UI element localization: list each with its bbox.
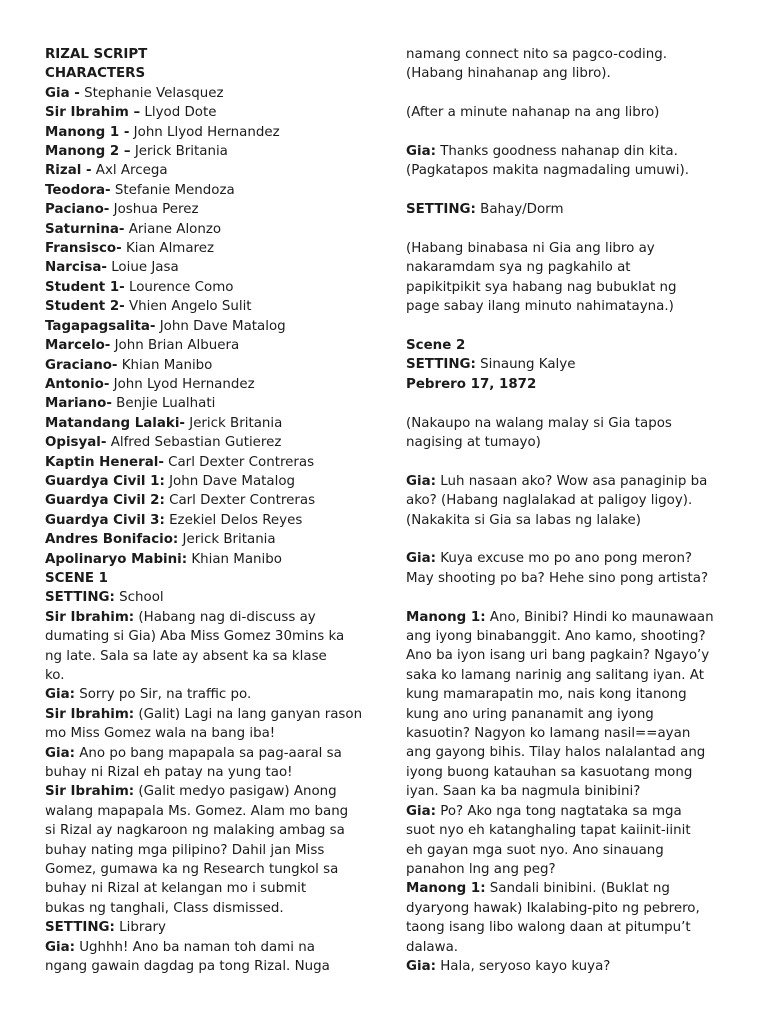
line-text: Vhien Angelo Sulit xyxy=(124,299,252,315)
speaker-label: Paciano- xyxy=(45,202,110,218)
line-text: nagising at tumayo) xyxy=(406,435,541,451)
line-text: Carl Dexter Contreras xyxy=(163,454,315,470)
line-text: Kuya excuse mo po ano pong meron? xyxy=(435,551,693,567)
line-text: kung ano uring pananamit ang iyong xyxy=(406,706,654,722)
right-column xyxy=(406,45,736,976)
script-line xyxy=(45,103,370,122)
line-text: John Llyod Hernandez xyxy=(129,124,280,140)
script-line xyxy=(406,103,736,122)
speaker-label: Tagapagsalita- xyxy=(45,318,156,334)
script-line xyxy=(45,957,370,976)
line-text: Loiue Jasa xyxy=(106,260,179,276)
speaker-label: Gia: xyxy=(406,144,436,159)
script-line xyxy=(406,549,736,568)
line-text: John Lyod Hernandez xyxy=(109,376,255,392)
line-text: Ano po bang mapapala sa pag-aaral sa xyxy=(74,745,342,761)
line-text: buhay ni Rizal eh patay na yung tao! xyxy=(45,765,293,781)
script-line xyxy=(45,297,370,316)
script-line xyxy=(45,841,370,860)
line-text: eh gayan mga suot nyo. Ano sinauang xyxy=(406,842,664,858)
script-line xyxy=(406,705,736,724)
speaker-label: Student 1- xyxy=(45,279,125,295)
script-line xyxy=(406,899,736,918)
line-text: dalawa. xyxy=(406,939,459,955)
line-text: Benjie Lualhati xyxy=(111,396,216,412)
script-line xyxy=(45,685,370,704)
line-text: Luh nasaan ako? Wow asa panaginip ba xyxy=(435,473,708,489)
speaker-label: Mariano- xyxy=(45,396,112,412)
script-line xyxy=(45,239,370,258)
line-text: Sorry po Sir, na traffic po. xyxy=(74,687,252,703)
script-line xyxy=(45,64,370,83)
script-line xyxy=(406,414,736,433)
line-text: ngang gawain dagdag pa tong Rizal. Nuga xyxy=(45,959,330,975)
line-text: mo Miss Gomez wala na bang iba! xyxy=(45,726,276,742)
script-line xyxy=(406,782,736,801)
speaker-label: Sir Ibrahim – xyxy=(45,105,141,121)
line-text: Jerick Britania xyxy=(178,532,276,548)
line-text: Ariane Alonzo xyxy=(124,221,222,237)
script-line xyxy=(406,646,736,665)
speaker-label: Gia: xyxy=(45,939,75,955)
script-line xyxy=(406,278,736,297)
script-line xyxy=(406,297,736,316)
line-text: Lourence Como xyxy=(124,279,234,295)
line-text: bukas ng tanghali, Class dismissed. xyxy=(45,900,284,916)
script-line xyxy=(45,802,370,821)
script-line xyxy=(406,821,736,840)
speaker-label: Rizal - xyxy=(45,163,92,179)
line-text: Khian Manibo xyxy=(117,357,213,373)
line-text: panahon lng ang peg? xyxy=(406,861,556,877)
line-text: ang iyong binabanggit. Ano kamo, shooting? xyxy=(406,629,706,645)
speaker-label: Narcisa- xyxy=(45,260,107,276)
line-text: Kian Almarez xyxy=(121,241,215,257)
line-text: Carl Dexter Contreras xyxy=(164,493,316,509)
script-line xyxy=(45,200,370,219)
script-line xyxy=(45,608,370,627)
speaker-label: Gia: xyxy=(406,803,436,819)
speaker-label: RIZAL SCRIPT xyxy=(45,47,148,62)
script-line xyxy=(406,64,736,83)
speaker-label: Gia - xyxy=(45,85,80,101)
line-text: Sandali binibini. (Buklat ng xyxy=(485,881,670,897)
script-line xyxy=(45,724,370,743)
speaker-label: Graciano- xyxy=(45,357,118,373)
script-line xyxy=(406,588,736,607)
line-text: suot nyo eh katanghaling tapat kaiinit-iinit xyxy=(406,823,691,839)
script-line xyxy=(45,375,370,394)
line-text: Library xyxy=(114,920,166,936)
script-line xyxy=(406,317,736,336)
speaker-label: Kaptin Heneral- xyxy=(45,454,164,470)
script-line xyxy=(45,938,370,957)
speaker-label: Teodora- xyxy=(45,182,111,198)
script-line xyxy=(406,142,736,161)
script-line xyxy=(406,433,736,452)
script-line xyxy=(406,860,736,879)
script-line xyxy=(45,472,370,491)
line-text: Ano, Binibi? Hindi ko maunawaan xyxy=(485,609,714,625)
speaker-label: SETTING: xyxy=(45,920,115,936)
script-line xyxy=(406,802,736,821)
script-line xyxy=(406,220,736,239)
script-line xyxy=(406,491,736,510)
speaker-label: Fransisco- xyxy=(45,241,122,257)
line-text: (Nakaupo na walang malay si Gia tapos xyxy=(406,415,672,431)
speaker-label: Student 2- xyxy=(45,299,125,315)
script-line xyxy=(45,821,370,840)
speaker-label: CHARACTERS xyxy=(45,66,146,82)
script-line xyxy=(406,841,736,860)
script-line xyxy=(45,394,370,413)
script-line xyxy=(45,511,370,530)
line-text: dyaryong hawak) Ikalabing-pito ng pebrero, xyxy=(406,900,700,916)
speaker-label: Matandang Lalaki- xyxy=(45,415,185,431)
script-line xyxy=(406,161,736,180)
script-line xyxy=(45,433,370,452)
line-text: (Pagkatapos makita nagmadaling umuwi). xyxy=(406,163,689,179)
line-text: ako? (Habang naglalakad at paligoy ligoy). xyxy=(406,493,693,509)
line-text: Khian Manibo xyxy=(187,551,282,567)
speaker-label: Manong 1: xyxy=(406,609,486,625)
line-text: iyong buong katauhan sa kasuotang mong xyxy=(406,764,693,780)
speaker-label: Opisyal- xyxy=(45,435,107,451)
script-line xyxy=(406,472,736,491)
script-line xyxy=(45,705,370,724)
script-line xyxy=(406,394,736,413)
line-text: Jerick Britania xyxy=(184,415,283,431)
script-line xyxy=(406,45,736,64)
line-text: iyan. Saan ka ba nagmula binibini? xyxy=(406,784,641,800)
left-column xyxy=(45,45,370,977)
script-line xyxy=(45,181,370,200)
speaker-label: SETTING: xyxy=(45,590,115,606)
line-text: Axl Arcega xyxy=(91,163,168,179)
speaker-label: Manong 1: xyxy=(406,881,486,897)
speaker-label: SCENE 1 xyxy=(45,570,108,586)
script-line xyxy=(406,200,736,219)
script-line xyxy=(406,452,736,471)
script-line xyxy=(45,588,370,607)
speaker-label: Gia: xyxy=(406,958,436,974)
speaker-label: Andres Bonifacio: xyxy=(45,532,179,548)
script-line xyxy=(406,879,736,898)
line-text: page sabay ilang minuto nahimatayna.) xyxy=(406,299,674,315)
script-line xyxy=(45,647,370,666)
speaker-label: Gia: xyxy=(45,745,75,761)
script-line xyxy=(406,239,736,258)
script-line xyxy=(45,414,370,433)
line-text: Bahay/Dorm xyxy=(475,202,564,218)
line-text: buhay nating mga pilipino? Dahil jan Miss xyxy=(45,842,325,858)
script-line xyxy=(45,879,370,898)
line-text: saka ko lamang narinig ang salitang iyan. At xyxy=(406,667,704,683)
script-line xyxy=(45,763,370,782)
line-text: dumating si Gia) Aba Miss Gomez 30mins ka xyxy=(45,629,345,645)
line-text: Thanks goodness nahanap din kita. xyxy=(435,144,678,159)
speaker-label: Guardya Civil 3: xyxy=(45,512,165,528)
speaker-label: Gia: xyxy=(406,551,436,567)
script-line xyxy=(45,550,370,569)
script-line xyxy=(406,569,736,588)
line-text: buhay ni Rizal at kelangan mo i submit xyxy=(45,881,307,897)
script-line xyxy=(45,142,370,161)
line-text: namang connect nito sa pagco-coding. xyxy=(406,47,668,62)
script-line xyxy=(45,317,370,336)
script-line xyxy=(406,84,736,103)
script-line xyxy=(406,258,736,277)
script-line xyxy=(45,356,370,375)
script-line xyxy=(406,957,736,976)
line-text: papikitpikit sya habang nag bubuklat ng xyxy=(406,279,677,295)
line-text: Hala, seryoso kayo kuya? xyxy=(435,958,611,974)
script-line xyxy=(406,530,736,549)
line-text: Jerick Britania xyxy=(130,144,228,160)
line-text: Ughhh! Ano ba naman toh dami na xyxy=(74,939,315,955)
script-line xyxy=(406,355,736,374)
script-line xyxy=(45,918,370,937)
line-text: John Dave Matalog xyxy=(155,318,286,334)
script-line xyxy=(406,724,736,743)
line-text: (Galit) Lagi na lang ganyan rason xyxy=(134,706,363,722)
speaker-label: SETTING: xyxy=(406,357,476,373)
script-line xyxy=(406,938,736,957)
line-text: ang gayong bihis. Tilay halos nalalantad ang xyxy=(406,745,706,761)
line-text: nakaramdam sya ng pagkahilo at xyxy=(406,260,631,276)
line-text: John Dave Matalog xyxy=(164,473,296,489)
script-line xyxy=(45,569,370,588)
speaker-label: Gia: xyxy=(406,473,436,489)
script-line xyxy=(45,45,370,64)
line-text: Llyod Dote xyxy=(140,105,217,121)
line-text: Po? Ako nga tong nagtataka sa mga xyxy=(435,803,682,819)
line-text: Stefanie Mendoza xyxy=(110,182,235,198)
line-text: si Rizal ay nagkaroon ng malaking ambag sa xyxy=(45,823,345,839)
speaker-label: Antonio- xyxy=(45,376,110,392)
script-line xyxy=(45,744,370,763)
script-line xyxy=(45,84,370,103)
speaker-label: Sir Ibrahim: xyxy=(45,609,135,625)
script-line xyxy=(406,181,736,200)
script-line xyxy=(45,899,370,918)
line-text: (Habang nag di-discuss ay xyxy=(134,609,316,625)
speaker-label: Marcelo- xyxy=(45,338,111,354)
script-line xyxy=(45,530,370,549)
script-line xyxy=(45,627,370,646)
speaker-label: Sir Ibrahim: xyxy=(45,706,135,722)
line-text: John Brian Albuera xyxy=(110,338,240,354)
script-line xyxy=(45,278,370,297)
script-line xyxy=(45,453,370,472)
line-text: School xyxy=(114,590,164,606)
line-text: taong isang libo walong daan at pitumpu’t xyxy=(406,920,691,936)
script-line xyxy=(406,743,736,762)
speaker-label: Apolinaryo Mabini: xyxy=(45,551,188,567)
line-text: ko. xyxy=(45,668,65,683)
line-text: (After a minute nahanap na ang libro) xyxy=(406,105,660,121)
line-text: ng late. Sala sa late ay absent ka sa klase xyxy=(45,648,327,664)
script-line xyxy=(406,375,736,394)
script-line xyxy=(45,123,370,142)
line-text: Sinaung Kalye xyxy=(475,357,576,373)
line-text: walang mapapala Ms. Gomez. Alam mo bang xyxy=(45,803,349,819)
script-line xyxy=(45,666,370,685)
script-line xyxy=(45,161,370,180)
line-text: Ezekiel Delos Reyes xyxy=(164,512,303,528)
script-line xyxy=(45,491,370,510)
line-text: Stephanie Velasquez xyxy=(79,85,224,101)
script-line xyxy=(45,860,370,879)
line-text: Ano ba iyon isang uri bang pagkain? Ngayo’y xyxy=(406,648,710,664)
line-text: (Galit medyo pasigaw) Anong xyxy=(134,784,337,800)
speaker-label: Manong 1 - xyxy=(45,124,130,140)
speaker-label: Gia: xyxy=(45,687,75,703)
script-line xyxy=(406,608,736,627)
speaker-label: Scene 2 xyxy=(406,338,466,354)
line-text: kung mamarapatin mo, nais kong itanong xyxy=(406,687,687,703)
script-line xyxy=(45,220,370,239)
line-text: (Habang binabasa ni Gia ang libro ay xyxy=(406,241,655,256)
speaker-label: Sir Ibrahim: xyxy=(45,784,135,800)
line-text: Gomez, gumawa ka ng Research tungkol sa xyxy=(45,862,339,878)
script-line xyxy=(406,336,736,355)
speaker-label: Guardya Civil 2: xyxy=(45,493,165,509)
script-line xyxy=(45,336,370,355)
line-text: (Habang hinahanap ang libro). xyxy=(406,66,611,82)
script-line xyxy=(45,258,370,277)
line-text: Alfred Sebastian Gutierez xyxy=(106,435,282,451)
script-line xyxy=(406,511,736,530)
script-line xyxy=(406,627,736,646)
speaker-label: SETTING: xyxy=(406,202,476,218)
line-text: (Nakakita si Gia sa labas ng lalake) xyxy=(406,512,642,528)
speaker-label: Saturnina- xyxy=(45,221,125,237)
script-line xyxy=(406,763,736,782)
line-text: May shooting po ba? Hehe sino pong artista? xyxy=(406,570,709,586)
script-line xyxy=(406,123,736,142)
script-line xyxy=(45,782,370,801)
script-line xyxy=(406,918,736,937)
line-text: kasuotin? Nagyon ko lamang nasil==ayan xyxy=(406,726,691,742)
speaker-label: Pebrero 17, 1872 xyxy=(406,376,537,392)
script-line xyxy=(406,685,736,704)
line-text: Joshua Perez xyxy=(109,202,199,218)
speaker-label: Guardya Civil 1: xyxy=(45,473,165,489)
speaker-label: Manong 2 – xyxy=(45,144,131,160)
script-line xyxy=(406,666,736,685)
